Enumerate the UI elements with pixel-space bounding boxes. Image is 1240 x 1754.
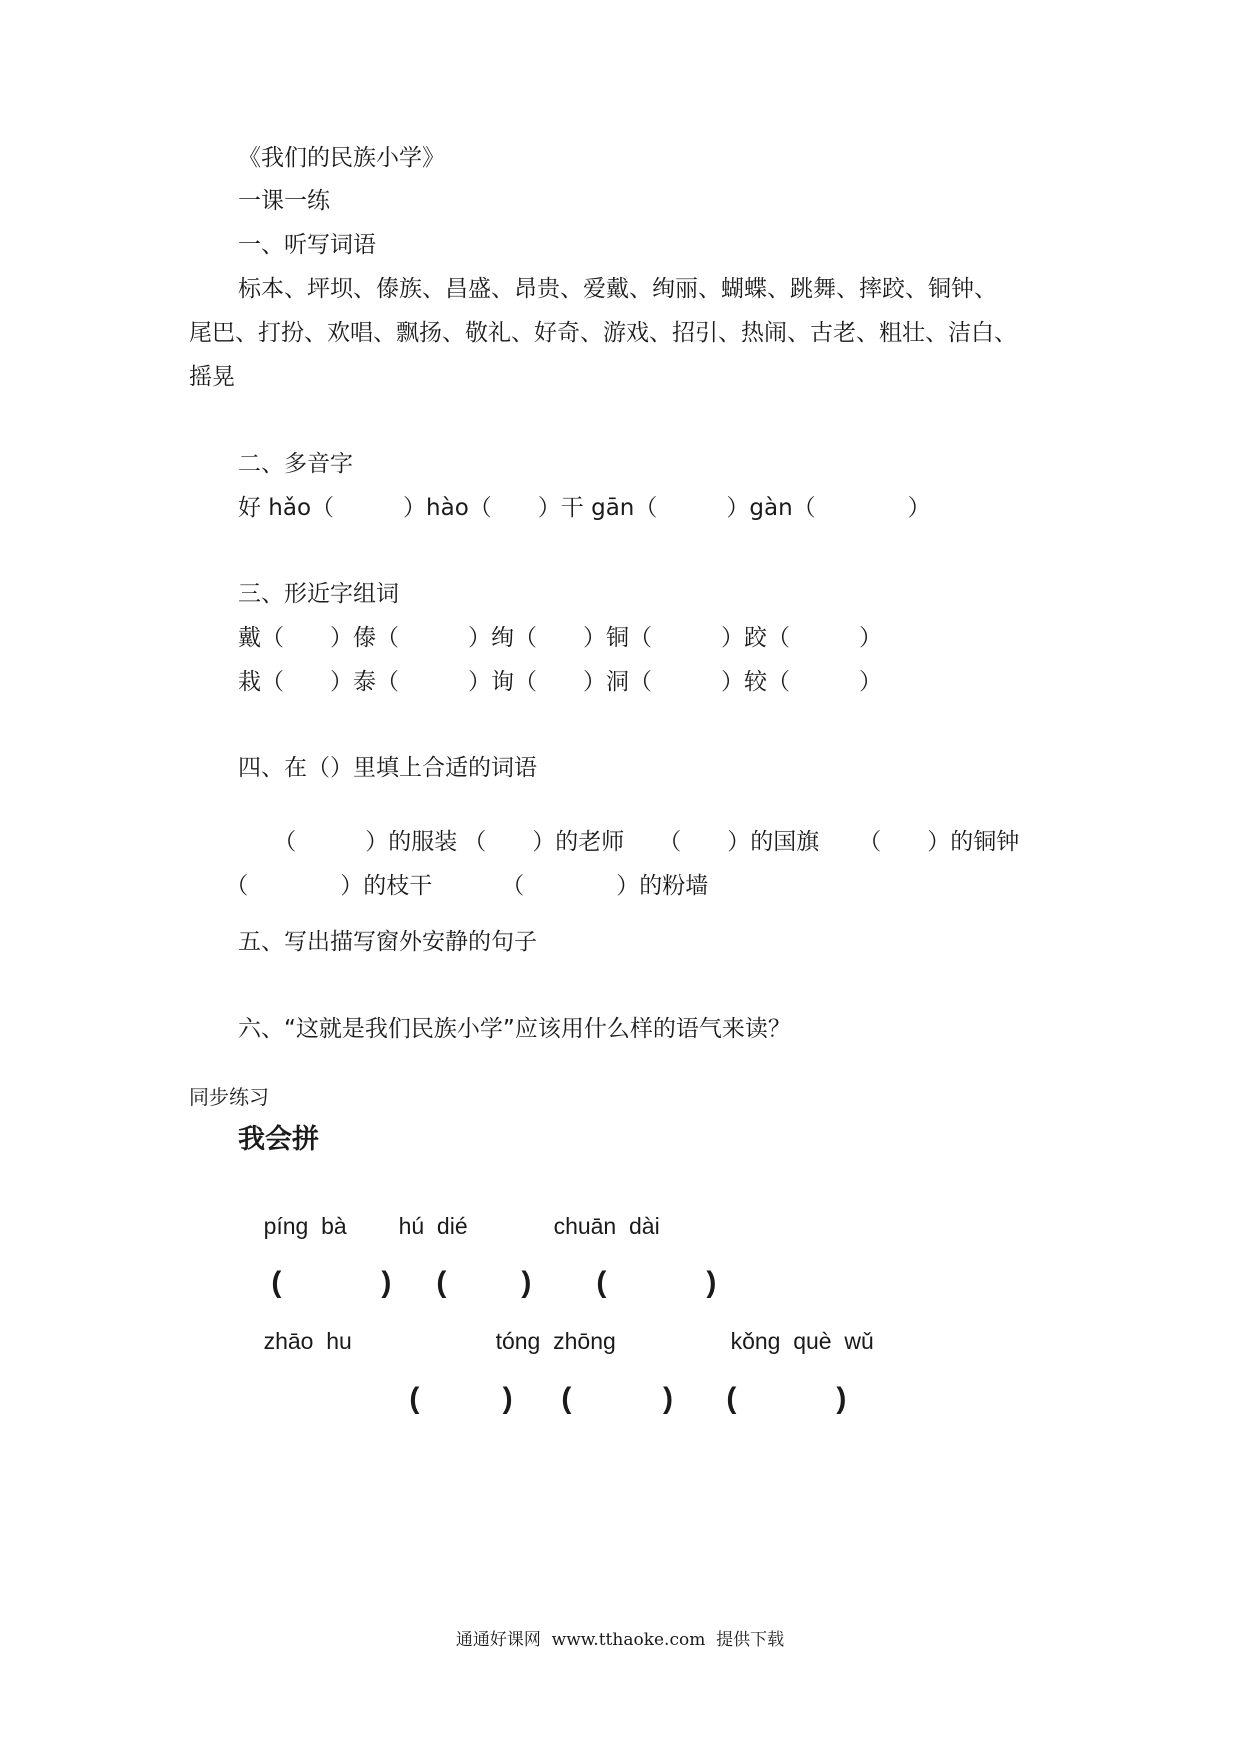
answer-blank: ( ) [271,1266,392,1299]
section-1-line-2: 尾巴、打扮、欢唱、飘扬、敬礼、好奇、游戏、招引、热闹、古老、粗壮、洁白、 [189,320,1017,346]
section-5-heading: 五、写出描写窗外安静的句子 [238,929,537,955]
answer-blank: ( ) [596,1266,717,1299]
section-1-heading: 一、听写词语 [238,232,376,258]
answer-blank: ( ) [409,1382,513,1415]
answer-parens-row-2 [376,1354,846,1444]
section-3-row-2: 栽（ ）泰（ ）询（ ）洞（ ）较（ ） [238,669,882,695]
section-3-heading: 三、形近字组词 [238,581,399,607]
answer-blank: ( ) [561,1382,674,1415]
section-2-heading: 二、多音字 [238,451,353,477]
practice-label: 同步练习 [189,1085,269,1109]
fill-blank-item: （ ）的铜钟 [858,829,1020,855]
section-3-row-1: 戴（ ）傣（ ）绚（ ）铜（ ）跤（ ） [238,625,882,651]
fill-blank-item: （ ）的国旗 [658,829,820,855]
pinyin-item: hú dié [398,1213,468,1239]
practice-heading: 我会拼 [238,1124,319,1155]
section-1-line-1: 标本、坪坝、傣族、昌盛、昂贵、爱戴、绚丽、蝴蝶、跳舞、摔跤、铜钟、 [238,276,997,302]
fill-blank-item: （ ）的枝干 [225,873,433,899]
section-6-heading: 六、“这就是我们民族小学”应该用什么样的语气来读？ [238,1016,791,1042]
answer-blank: ( ) [436,1266,532,1299]
fill-blank-item: （ ）的服装 [273,829,458,855]
pinyin-item: kǒng què wǔ [730,1328,874,1354]
fill-blank-item: （ ）的粉墙 [501,873,709,899]
pinyin-item: zhāo hu [263,1328,352,1354]
section-1-line-3: 摇晃 [189,364,235,390]
page-footer: 通通好课网 www.tthaoke.com 提供下载 [455,1630,785,1650]
section-2-line: 好 hǎo（ ）hào（ ）干 gān（ ）gàn（ ） [238,495,931,521]
document-subtitle: 一课一练 [238,188,330,214]
document-title: 《我们的民族小学》 [238,145,445,171]
section-4-heading: 四、在（）里填上合适的词语 [238,755,537,781]
fill-blank-item: （ ）的老师 [463,829,625,855]
pinyin-item: tóng zhōng [495,1328,616,1354]
pinyin-item: chuān dài [553,1213,660,1239]
pinyin-item: píng bà [263,1213,347,1239]
section-4-row-2 [196,841,708,931]
answer-blank: ( ) [726,1382,847,1415]
